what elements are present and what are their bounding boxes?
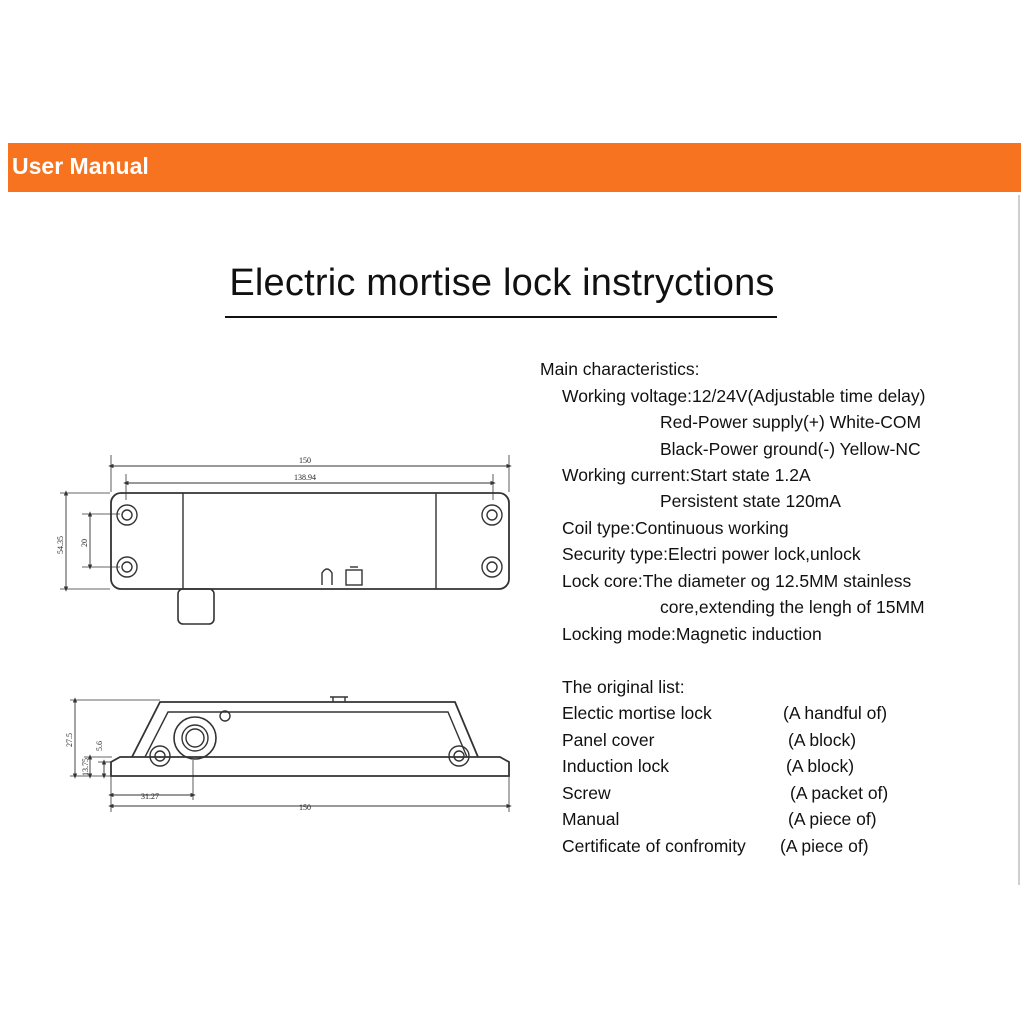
spec-line: core,extending the lengh of 15MM — [660, 597, 925, 617]
spec-line: Coil type:Continuous working — [562, 518, 789, 538]
list-item-qty: (A piece of) — [788, 809, 877, 829]
spec-line: Locking mode:Magnetic induction — [562, 624, 822, 644]
dim-label: 31.27 — [141, 792, 159, 801]
list-item-name: Manual — [562, 809, 620, 829]
dim-label: 20 — [80, 539, 89, 547]
spec-line: Working current:Start state 1.2A — [562, 465, 811, 485]
banner-title: User Manual — [12, 153, 149, 179]
dim-label: 150 — [299, 803, 311, 812]
list-item-qty: (A packet of) — [790, 783, 889, 803]
list-item-name: Certificate of confromity — [562, 836, 746, 856]
spec-line: Persistent state 120mA — [660, 491, 841, 511]
spec-line: Black-Power ground(-) Yellow-NC — [660, 439, 921, 459]
top-view-dimension-labels — [56, 456, 316, 554]
list-item-qty: (A block) — [786, 756, 855, 776]
dim-label: 138.94 — [294, 473, 316, 482]
list-item-name: Panel cover — [562, 730, 655, 750]
spec-line: Working voltage:12/24V(Adjustable time delay) — [562, 386, 926, 406]
side-view-drawing — [70, 697, 509, 812]
spec-line: Red-Power supply(+) White-COM — [660, 412, 922, 432]
list-item-qty: (A handful of) — [783, 703, 888, 723]
dim-label: 150 — [299, 456, 311, 465]
side-view-dimension-labels — [65, 733, 311, 812]
dim-label: 27.5 — [65, 733, 74, 747]
dim-label: 13.75 — [81, 758, 90, 776]
list-item-qty: (A piece of) — [780, 836, 869, 856]
document-title: Electric mortise lock instryctions — [229, 262, 775, 304]
list-item-qty: (A block) — [788, 730, 857, 750]
dim-label: 54.35 — [56, 536, 65, 554]
original-list-heading: The original list: — [562, 677, 685, 697]
spec-line: Lock core:The diameter og 12.5MM stainless — [562, 571, 912, 591]
spec-line: Security type:Electri power lock,unlock — [562, 544, 861, 564]
list-item-name: Induction lock — [562, 756, 670, 776]
top-view-drawing — [60, 455, 509, 624]
list-item-name: Screw — [562, 783, 611, 803]
dim-label: 5.6 — [95, 741, 104, 751]
characteristics-heading: Main characteristics: — [540, 359, 700, 379]
list-item-name: Electic mortise lock — [562, 703, 712, 723]
